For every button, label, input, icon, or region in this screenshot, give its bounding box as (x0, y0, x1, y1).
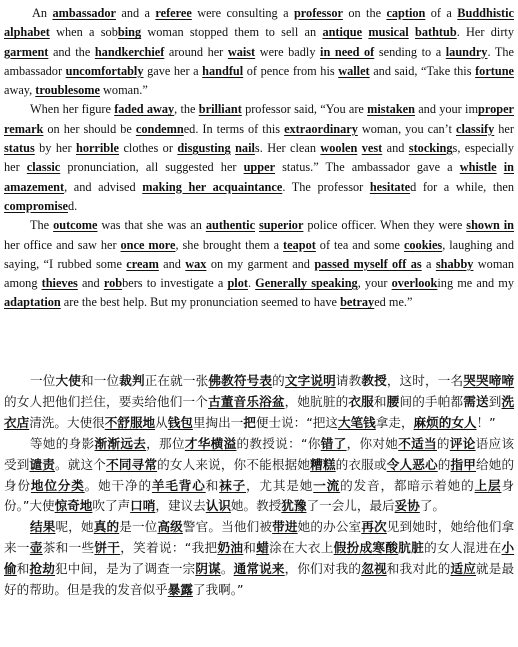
bold-term: 大使 (55, 373, 81, 388)
text-run: are the best help. But my pronunciation seemed to have (60, 295, 341, 310)
text-run: and said, “Take this (369, 63, 476, 78)
text-run: 的 (272, 373, 285, 388)
text-run: clothes or (119, 141, 178, 156)
vocab-term: condemn (135, 121, 184, 136)
bold-term: 教授 (361, 373, 387, 388)
vocab-term: Buddhistic (457, 6, 515, 20)
english-passage (4, 4, 514, 313)
vocab-term: superior (259, 218, 304, 233)
vocab-term: 麻烦的女人 (413, 414, 477, 430)
text-run: on her should be (43, 121, 136, 136)
vocab-term: extraordinary (284, 121, 358, 136)
text-run: . The professor (282, 179, 370, 194)
text-run: The (30, 218, 54, 233)
vocab-term: 再次 (361, 519, 387, 535)
text-run: ，她肮脏的 (284, 393, 349, 409)
text-run: when a sob (49, 25, 118, 40)
vocab-term: professor (293, 6, 343, 20)
text-run: . Her dirty (456, 25, 515, 40)
text-run: ！” (476, 414, 496, 430)
text-run: , and advised (64, 179, 143, 194)
text-run: 拿走， (375, 414, 414, 430)
vocab-term: passed myself off as (314, 256, 422, 271)
text-run: 警官。当他们被 (182, 519, 273, 535)
vocab-term: compromise (4, 198, 68, 213)
text-run: When her figure (30, 102, 115, 117)
text-run: woman among (4, 256, 514, 291)
text-run: 呢，她 (55, 519, 94, 535)
vocab-term: 高级 (157, 519, 183, 535)
vocab-term: adaptation (4, 295, 61, 310)
text-run: 的教授说：“你 (236, 435, 321, 451)
vocab-term: musical (368, 25, 409, 40)
text-run: pronunciation, all suggested her (60, 160, 244, 175)
vocab-term: shabby (435, 256, 474, 271)
vocab-term: 不同寻常 (106, 456, 158, 472)
text-run: woman.” (99, 83, 148, 98)
vocab-term: antique (322, 25, 363, 40)
text-run: 她的办公室 (297, 519, 362, 535)
chinese-translation (4, 371, 514, 601)
vocab-term: 真的 (93, 519, 120, 535)
text-run (497, 160, 504, 174)
text-run: 间的手帕都 (399, 393, 464, 409)
vocab-term: woolen (320, 141, 358, 156)
vocab-term: 大笔钱 (337, 414, 376, 430)
text-run: and your im (414, 102, 479, 117)
text-run: 她。教授 (230, 498, 282, 514)
vocab-term: Generally speaking (255, 276, 358, 291)
text-run: 和 (373, 393, 387, 409)
text-run: of a (425, 6, 458, 20)
vocab-term: 抢劫 (29, 561, 56, 577)
vocab-term: nail (235, 141, 255, 156)
text-run: on my garment and (206, 256, 315, 271)
text-run: by her (34, 141, 76, 156)
text-run: , your (357, 276, 392, 291)
vocab-term: 带进 (272, 519, 298, 535)
bold-term: 裁判 (119, 373, 145, 388)
vocab-term: 钱包 (167, 414, 193, 430)
vocab-term: alphabet (4, 25, 50, 40)
vocab-term: classic (26, 160, 61, 175)
text-run: . (247, 276, 256, 291)
text-run: 的 (436, 435, 450, 451)
text-run: d. (67, 198, 78, 213)
vocab-term: betray (340, 295, 375, 310)
text-run: professor said, “You are (241, 102, 368, 117)
text-run: 里掏出一 (192, 414, 244, 430)
text-run: 吹了声 (92, 498, 131, 514)
text-run: 的女人把他们拦住，要卖给他们一个 (4, 393, 209, 409)
chinese-paragraph-1 (4, 371, 514, 434)
vocab-term: hesitate (369, 179, 411, 194)
text-run: woman, you can’t (357, 121, 456, 136)
text-run: 给她的身份 (4, 456, 515, 493)
vocab-term: 佛教符号表 (208, 373, 273, 388)
text-run: 的女人来说，你不能根据她 (157, 456, 311, 472)
text-run: 正在就一张 (144, 373, 209, 388)
text-run: of tea and some (315, 237, 404, 252)
vocab-term: 暴露 (167, 582, 193, 598)
text-run: ed. In terms of this (183, 121, 285, 136)
vocab-term: mistaken (367, 102, 415, 117)
vocab-term: bathtub (414, 25, 457, 40)
vocab-term: remark (4, 121, 44, 136)
vocab-term: brilliant (198, 102, 242, 117)
vocab-term: referee (155, 6, 192, 20)
text-run: police officer. When they were (303, 218, 467, 233)
text-run: and (382, 141, 409, 156)
chinese-paragraph-2 (4, 434, 514, 518)
bold-term: 需送 (463, 393, 489, 409)
text-run: s, especially her (4, 141, 514, 175)
vocab-term: 寒酸 (372, 540, 399, 556)
bold-term: 把 (243, 414, 256, 430)
text-run: 请教 (335, 373, 362, 388)
vocab-term: 小偷 (4, 540, 515, 577)
vocab-term: status (4, 141, 35, 156)
vocab-term: 地位分类 (30, 477, 85, 493)
vocab-term: vest (361, 141, 383, 156)
text-run: 是一位 (119, 519, 158, 535)
vocab-term: 口哨 (130, 498, 156, 514)
text-run: ed me.” (374, 295, 413, 310)
text-run: 。 (220, 561, 234, 577)
text-run: of pence from his (243, 63, 339, 78)
english-paragraph-1 (4, 4, 514, 100)
vocab-term: teapot (283, 237, 316, 252)
vocab-term: garment (4, 44, 49, 59)
text-run: 了。 (419, 498, 446, 514)
text-run: 语应该受到 (4, 435, 515, 472)
text-run: 便士说：“把这 (255, 414, 338, 430)
text-run: 就是最好的帮助。但是我的发音似乎 (4, 561, 515, 598)
text-run: 的女人混进在 (424, 540, 502, 556)
vocab-term: 假扮成 (333, 540, 373, 556)
text-run: s. Her clean (254, 141, 321, 156)
vocab-term: 谴责 (29, 456, 56, 472)
vocab-term: 犹豫 (281, 498, 307, 514)
text-run: and the (48, 44, 95, 59)
vocab-term: bing (117, 25, 142, 40)
vocab-term: uncomfortably (65, 63, 144, 78)
vocab-term: upper (243, 160, 276, 175)
text-run: ，这时，一名 (386, 373, 464, 388)
text-run: bers to investigate a (122, 276, 228, 291)
vocab-term: shown in (466, 218, 514, 233)
vocab-term: 渐渐远去 (94, 435, 147, 451)
text-run: 和 (16, 561, 30, 577)
text-run: 茶和一些 (42, 540, 95, 556)
text-run: An (32, 6, 53, 20)
text-run: around her (164, 44, 228, 59)
text-run: 了一会儿，最后 (306, 498, 395, 514)
text-run: 。她干净的 (84, 477, 152, 493)
english-paragraph-3 (4, 216, 514, 312)
vocab-term: handful (202, 63, 244, 78)
vocab-term: plot (227, 276, 248, 291)
vocab-term: authentic (205, 218, 256, 233)
vocab-term: disgusting (177, 141, 231, 156)
text-run: were consulting a (191, 6, 294, 20)
vocab-term: proper (478, 102, 514, 117)
vocab-term: 哭哭啼啼 (463, 373, 515, 388)
vocab-term: 蜡 (256, 540, 270, 556)
text-run: 犯中间，是为了调查一宗 (55, 561, 196, 577)
text-run: 了我啊。” (192, 582, 244, 598)
text-run: was that she was an (97, 218, 206, 233)
vocab-term: 壶 (29, 540, 43, 556)
vocab-term: faded away (114, 102, 175, 117)
vocab-term: cream (126, 256, 159, 271)
text-run: sending to a (374, 44, 446, 59)
bold-term: 衣服 (348, 393, 374, 409)
text-run: 和我对此的 (386, 561, 451, 577)
vocab-term: caption (386, 6, 426, 20)
vocab-term: troublesome (35, 83, 100, 98)
vocab-term: handkerchief (94, 44, 165, 59)
text-run: and a (115, 6, 156, 20)
text-run: were badly (255, 44, 321, 59)
vocab-term: 惊奇地 (54, 498, 93, 514)
vocab-term: wax (185, 256, 207, 271)
text-run: ，那位 (146, 435, 185, 451)
vocab-term: laundry (445, 44, 488, 59)
vocab-term: 评论 (449, 435, 476, 451)
vocab-term: ambassador (52, 6, 116, 20)
text-run: 一位 (30, 373, 56, 388)
text-run: a (421, 256, 436, 271)
vocab-term: 指甲 (450, 456, 477, 472)
vocab-term: 忽视 (361, 561, 387, 577)
vocab-term: in amazement (4, 160, 515, 194)
text-run: and (77, 276, 104, 291)
text-run: away, (4, 83, 36, 98)
vocab-term: 不适当 (398, 435, 437, 451)
text-run: ，你们对我的 (284, 561, 362, 577)
vocab-term: in need of (320, 44, 375, 59)
vocab-term: making her acquaintance (142, 179, 283, 194)
vocab-term: 袜子 (219, 477, 247, 493)
text-run: , the (174, 102, 199, 117)
vocab-term: 饼干 (94, 540, 121, 556)
text-run: and (158, 256, 186, 271)
text-run: 。就这个 (55, 456, 107, 472)
text-run: woman stopped them to sell an (141, 25, 323, 40)
text-run: status.” The ambassador gave a (275, 160, 460, 175)
text-run: her office and saw her (4, 237, 121, 252)
vocab-term: once more (120, 237, 176, 252)
text-run: 身份。”大使 (4, 477, 515, 514)
vocab-term: 令人恶心 (386, 456, 438, 472)
text-run: 涂在大衣上 (269, 540, 334, 556)
text-run: 见到她时，她给他们拿来一 (4, 519, 515, 556)
text-run: ，尤其是她 (246, 477, 314, 493)
text-run: , laughing and saying, “I rubbed some (4, 237, 514, 271)
vocab-term: 认识 (205, 498, 231, 514)
vocab-term: 阴谋 (195, 561, 221, 577)
text-run: ，笑着说：“我把 (120, 540, 218, 556)
text-run: on the (342, 6, 387, 20)
text-run: 等她的身影 (30, 435, 95, 451)
vocab-term: fortune (475, 63, 515, 78)
vocab-term: wallet (338, 63, 370, 78)
vocab-term: 羊毛背心 (151, 477, 206, 493)
vocab-term: 上层 (474, 477, 502, 493)
vocab-term: whistle (459, 160, 497, 175)
vocab-term: 古董音乐浴盆 (208, 393, 285, 409)
text-run: 和 (205, 477, 220, 493)
vocab-term: cookies (403, 237, 443, 252)
vocab-term: 妥协 (394, 498, 420, 514)
vocab-term: overlook (391, 276, 438, 291)
text-run: 的衣服或 (335, 456, 387, 472)
text-run: 到 (488, 393, 502, 409)
vocab-term: rob (103, 276, 123, 291)
vocab-term: 洗衣店 (4, 393, 515, 430)
text-run: ，建议去 (155, 498, 206, 514)
text-run: 的 (437, 456, 451, 472)
text-run: ，你对她 (346, 435, 399, 451)
text-run: 清洗。大使很 (29, 414, 105, 430)
english-paragraph-2 (4, 100, 514, 216)
vocab-term: outcome (53, 218, 98, 233)
text-run: her (494, 121, 514, 136)
text-run: 的发音，都暗示着她的 (340, 477, 475, 493)
vocab-term: stocking (408, 141, 453, 156)
vocab-term: 奶油 (217, 540, 244, 556)
chinese-paragraph-3 (4, 517, 514, 601)
bold-term: 肮脏 (398, 540, 425, 556)
vocab-term: 文字说明 (284, 373, 336, 388)
text-run: d for a while, then (410, 179, 514, 194)
vocab-term: 适应 (450, 561, 476, 577)
vocab-term: waist (227, 44, 256, 59)
text-run: 和 (243, 540, 257, 556)
text-run: ing me and my (437, 276, 515, 291)
vocab-term: 一流 (313, 477, 341, 493)
text-run: . The ambassador (4, 44, 514, 78)
vocab-term: 通常说来 (233, 561, 285, 577)
vocab-term: classify (456, 121, 495, 136)
vocab-term: 才华横溢 (184, 435, 237, 451)
bold-term: 腰 (386, 393, 400, 409)
vocab-term: horrible (75, 141, 120, 156)
vocab-term: 错了 (320, 435, 347, 451)
vocab-term: 不舒服地 (104, 414, 156, 430)
text-run: gave her a (143, 63, 203, 78)
text-run: 和一位 (80, 373, 120, 388)
vocab-term: 结果 (30, 519, 56, 535)
vocab-term: 糟糕 (310, 456, 336, 472)
text-run: , she brought them a (175, 237, 284, 252)
text-run: 从 (155, 414, 168, 430)
vocab-term: thieves (41, 276, 78, 291)
